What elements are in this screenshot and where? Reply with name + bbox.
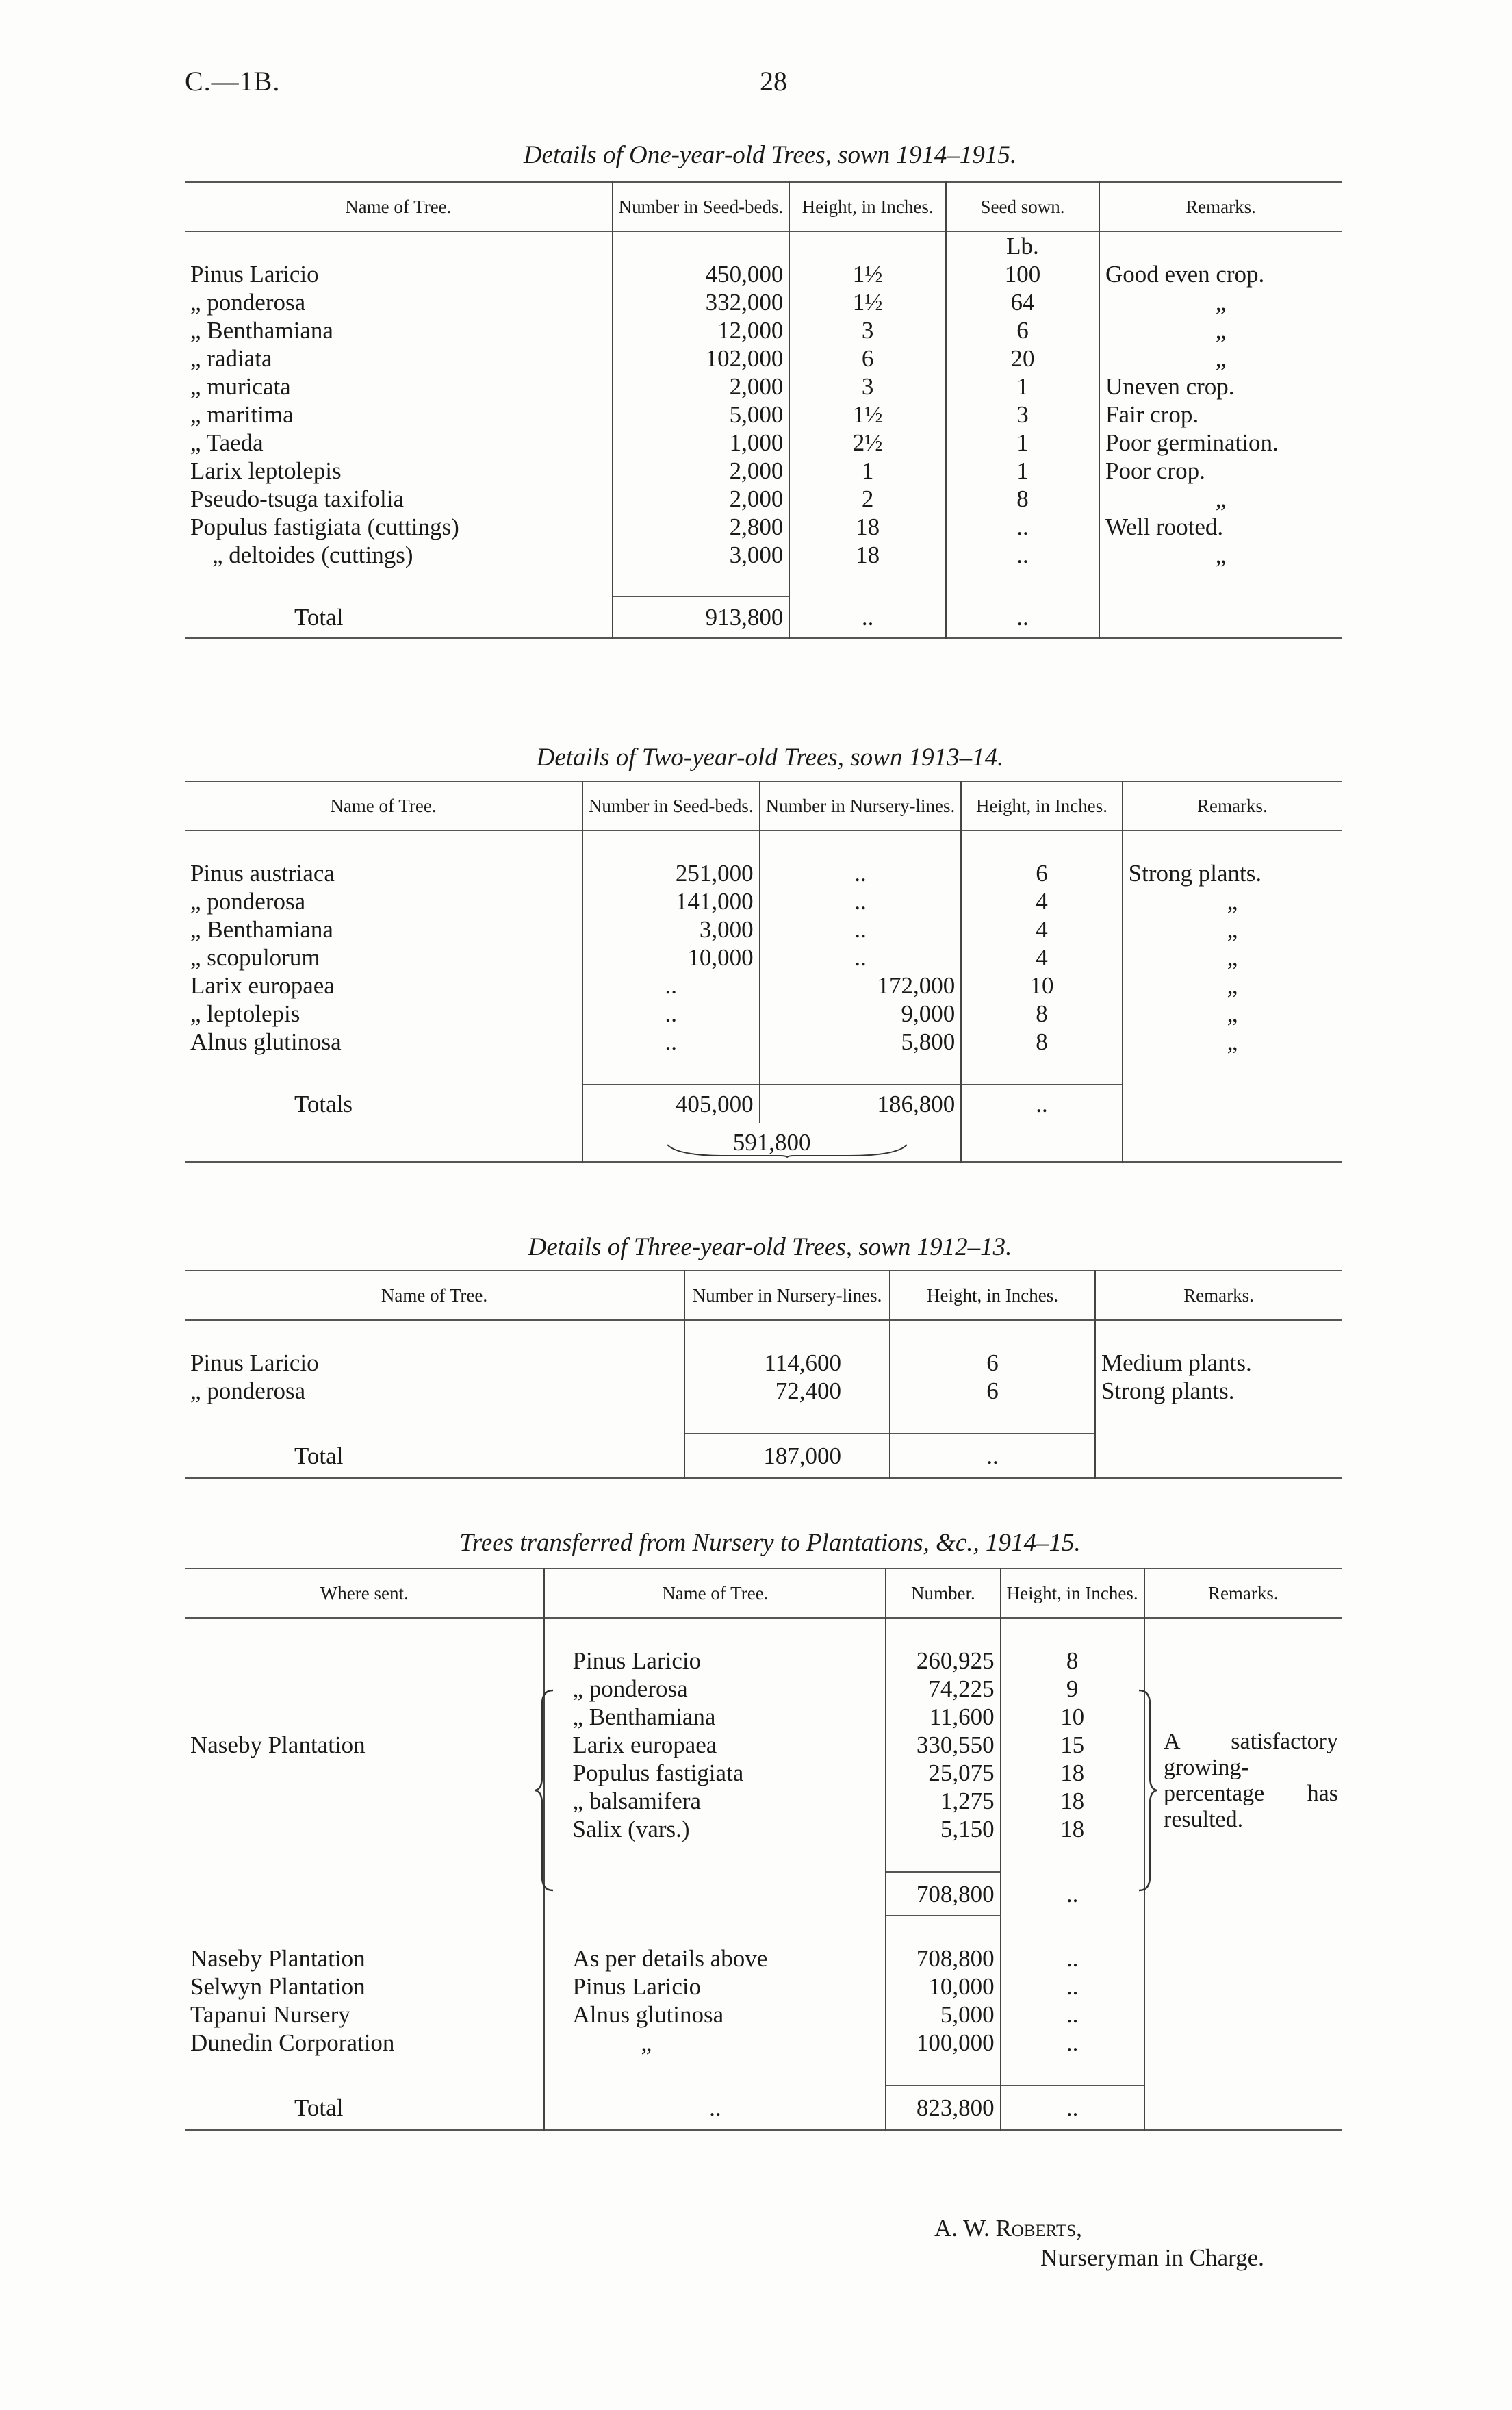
t2-combined-total: 591,800: [582, 1123, 961, 1162]
t2-col-name: Name of Tree.: [185, 781, 582, 830]
table-row: „ leptolepis .. 9,000 8 „: [185, 1000, 1342, 1028]
table-row: „ deltoides (cuttings) 3,000 18 .. „: [185, 541, 1342, 569]
table-row: „ ponderosa 72,400 6 Strong plants.: [185, 1377, 1342, 1405]
table2-total-row: Totals 405,000 186,800 ..: [185, 1084, 1342, 1123]
t3-col-height: Height, in Inches.: [890, 1271, 1095, 1320]
table-row: „ balsamifera 1,275 18: [185, 1787, 1342, 1815]
t1-col-height: Height, in Inches.: [789, 182, 946, 231]
t3-col-remarks: Remarks.: [1183, 1285, 1254, 1306]
table3-total-row: Total 187,000 ..: [185, 1434, 1342, 1478]
table-row: „ ponderosa 332,000 1½ 64 „: [185, 288, 1342, 316]
table2: [185, 781, 1342, 1163]
t1-col-remarks: Remarks.: [1186, 196, 1256, 217]
table-row: Pinus Laricio 450,000 1½ 100 Good even crop.: [185, 260, 1342, 288]
table-row: Naseby Plantation Larix europaea 330,550 15: [185, 1731, 1342, 1759]
table-row: Dunedin Corporation „ 100,000 ..: [185, 2029, 1342, 2057]
table-row: Selwyn Plantation Pinus Laricio 10,000 ..: [185, 1973, 1342, 2001]
signature-name: A. W. Roberts,: [934, 2215, 1082, 2242]
t4-col-where: Where sent.: [185, 1569, 544, 1618]
t2-col-nursery: Number in Nursery-lines.: [760, 781, 962, 830]
table-row: „ Benthamiana 12,000 3 6 „: [185, 316, 1342, 344]
table-row: „ radiata 102,000 6 20 „: [185, 344, 1342, 372]
t4-group-destination: Naseby Plantation: [185, 1731, 544, 1759]
t1-col-seed: Seed sown.: [946, 182, 1099, 231]
table1: [185, 181, 1342, 639]
t1-col-number: Number in Seed-beds.: [613, 182, 790, 231]
table-row: Pseudo-tsuga taxifolia 2,000 2 8 „: [185, 485, 1342, 513]
table1-title: Details of One-year-old Trees, sown 1914–1915.: [523, 141, 1017, 169]
t4-subtotal-row: 708,800 ..: [185, 1872, 1342, 1916]
right-group-brace: [1136, 1688, 1161, 1893]
table4-total-row: Total .. 823,800 ..: [185, 2085, 1342, 2130]
table3: [185, 1270, 1342, 1479]
left-group-brace: [533, 1688, 557, 1893]
table-row: „ Benthamiana 3,000 .. 4 „: [185, 915, 1342, 943]
table-row: „ ponderosa 74,225 9: [185, 1675, 1342, 1703]
t4-group-remark: A satisfactory growing-percentage has resulted.: [1164, 1729, 1338, 1832]
table-row: Larix leptolepis 2,000 1 1 Poor crop.: [185, 457, 1342, 485]
table-row: Salix (vars.) 5,150 18: [185, 1815, 1342, 1843]
t2-col-height: Height, in Inches.: [961, 781, 1122, 830]
table-row: Tapanui Nursery Alnus glutinosa 5,000 ..: [185, 2001, 1342, 2029]
document-code: C.—1B.: [185, 66, 281, 97]
totals-brace: [664, 1143, 910, 1158]
t4-col-number: Number.: [886, 1569, 1001, 1618]
table-row: „ ponderosa 141,000 .. 4 „: [185, 887, 1342, 915]
table-row: Larix europaea .. 172,000 10 „: [185, 972, 1342, 1000]
table-row: Pinus austriaca 251,000 .. 6 Strong plants.: [185, 859, 1342, 887]
t4-col-remarks: Remarks.: [1207, 1583, 1279, 1603]
table2-title: Details of Two-year-old Trees, sown 1913–14.: [536, 744, 1004, 772]
signature-role: Nurseryman in Charge.: [1040, 2244, 1264, 2271]
table-row: „ maritima 5,000 1½ 3 Fair crop.: [185, 401, 1342, 429]
table-row: „ Benthamiana 11,600 10: [185, 1703, 1342, 1731]
t2-col-seedbeds: Number in Seed-beds.: [582, 781, 760, 830]
t1-col-name: Name of Tree.: [185, 182, 613, 231]
page-number: 28: [760, 66, 787, 97]
t4-col-name: Name of Tree.: [544, 1569, 886, 1618]
t3-col-name: Name of Tree.: [185, 1271, 684, 1320]
t3-col-nursery: Number in Nursery-lines.: [684, 1271, 890, 1320]
table-row: „ Taeda 1,000 2½ 1 Poor germination.: [185, 429, 1342, 457]
t1-unit: Lb.: [946, 231, 1099, 260]
table4-title: Trees transferred from Nursery to Plantations, &c., 1914–15.: [459, 1529, 1081, 1557]
table-row: Populus fastigiata (cuttings) 2,800 18 .. Well rooted.: [185, 513, 1342, 541]
table-row: Pinus Laricio 114,600 6 Medium plants.: [185, 1349, 1342, 1377]
table-row: Pinus Laricio 260,925 8: [185, 1647, 1342, 1675]
table-row: Naseby Plantation As per details above 708,800 ..: [185, 1944, 1342, 1973]
table3-title: Details of Three-year-old Trees, sown 1912–13.: [528, 1233, 1012, 1261]
table-row: Alnus glutinosa .. 5,800 8 „: [185, 1028, 1342, 1056]
table4: [185, 1568, 1342, 2131]
table-row: „ muricata 2,000 3 1 Uneven crop.: [185, 372, 1342, 401]
table-row: „ scopulorum 10,000 .. 4 „: [185, 943, 1342, 972]
table1-total-row: Total 913,800 .. ..: [185, 596, 1342, 638]
t4-col-height: Height, in Inches.: [1001, 1569, 1144, 1618]
table-row: Populus fastigiata 25,075 18: [185, 1759, 1342, 1787]
t2-col-remarks: Remarks.: [1196, 796, 1268, 816]
